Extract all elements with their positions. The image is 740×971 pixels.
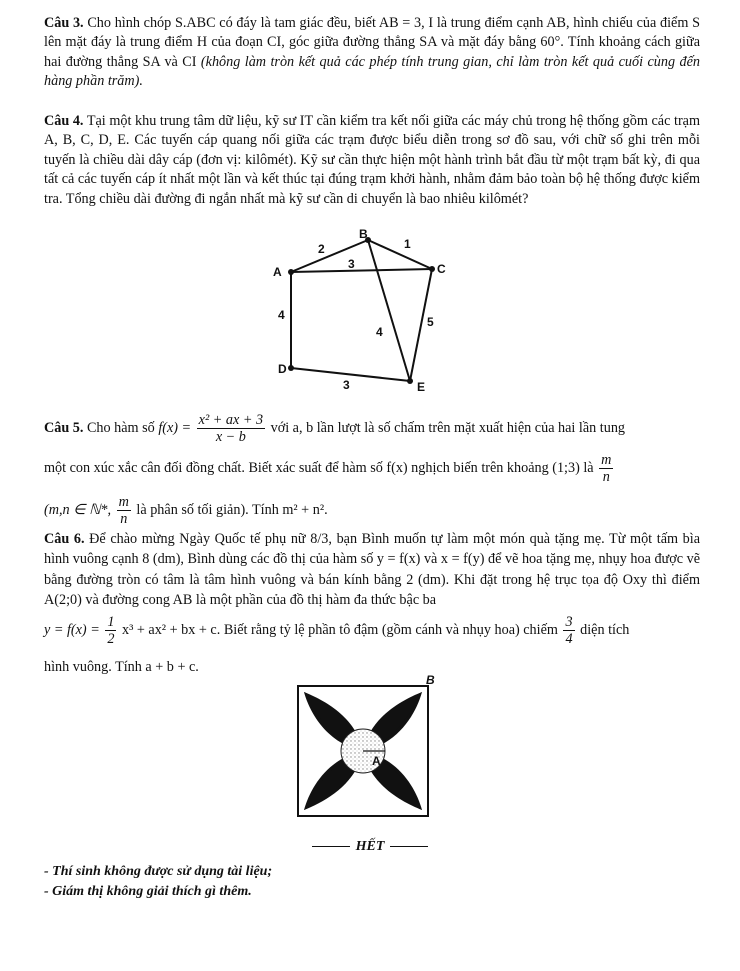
half-num: 1 — [107, 614, 115, 630]
point-b-label: B — [426, 673, 435, 687]
end-text: HẾT — [355, 839, 385, 854]
ratio-den: 4 — [565, 631, 573, 647]
equation-tail: diện tích — [580, 621, 630, 638]
node-a-label: A — [273, 265, 282, 279]
weight-b-c: 1 — [404, 237, 411, 251]
edge-b-e — [368, 240, 410, 381]
function-denominator: x − b — [215, 429, 246, 445]
question-3-label: Câu 3. — [44, 15, 84, 31]
question-5-line-2 — [44, 452, 615, 485]
edge-a-c — [291, 269, 432, 272]
question-5-line-3 — [44, 494, 328, 527]
node-a-dot — [288, 269, 294, 275]
edge-d-e — [291, 368, 410, 381]
weight-a-b: 2 — [318, 242, 325, 256]
question-5-line-1 — [44, 412, 625, 445]
half-fraction — [105, 614, 116, 647]
weight-c-e: 5 — [427, 315, 434, 329]
weight-a-d: 4 — [278, 308, 285, 322]
flower-figure — [294, 672, 439, 824]
node-d-label: D — [278, 362, 287, 376]
question-6-equation-line — [44, 614, 629, 647]
node-c-label: C — [437, 262, 446, 276]
cable-network-diagram — [270, 226, 460, 396]
question-6-last-line — [44, 659, 199, 676]
question-6-last: hình vuông. Tính a + b + c. — [44, 659, 199, 675]
function-fraction — [197, 412, 265, 445]
ratio-num: 3 — [565, 614, 573, 630]
edge-b-c — [368, 240, 432, 269]
reduced-fraction — [117, 494, 131, 527]
node-e-dot — [407, 378, 413, 384]
question-5-text-4b: là phân số tối giản). Tính m² + n². — [136, 501, 328, 518]
point-a-label: A — [372, 754, 381, 768]
node-c-dot — [429, 266, 435, 272]
ratio-fraction — [563, 614, 574, 647]
reduced-m: m — [118, 494, 129, 510]
question-6-label: Câu 6. — [44, 531, 85, 547]
equation-lhs: y = f(x) = — [44, 621, 100, 638]
weight-a-c: 3 — [348, 257, 355, 271]
probability-fraction — [599, 452, 613, 485]
end-marker — [0, 839, 740, 855]
weight-d-e: 3 — [343, 378, 350, 392]
footer-note-1: - Thí sinh không được sử dụng tài liệu; — [44, 864, 273, 879]
question-5-text-3: một con xúc xắc cân đối đồng chất. Biết xác suất để hàm số f(x) nghịch biến trên khoảng (1;3) là — [44, 459, 594, 476]
question-3-text: Cho hình chóp S.ABC có đáy là tam giác đều, biết AB = 3, I là trung điểm cạnh AB, hình chiếu của điểm S lên mặt đáy là trung điểm H của đoạn CI, góc giữa đường thẳng SA và mặt đáy bằng 60°. Tính khoảng cách giữa hai đường thẳng SA và CI — [44, 15, 700, 70]
weight-b-e: 4 — [376, 325, 383, 339]
question-3 — [44, 14, 700, 92]
node-e-label: E — [417, 380, 426, 394]
function-numerator: x² + ax + 3 — [198, 412, 264, 428]
question-5-label: Câu 5. — [44, 419, 84, 436]
question-6 — [44, 529, 700, 611]
question-6-text: Để chào mừng Ngày Quốc tế phụ nữ 8/3, bạn Bình muốn tự làm một món quà tặng mẹ. Từ một tấm bìa hình vuông cạnh 8 (dm), Bình dùng các đồ thị của hàm số y = f(x) và x = f(y) để vẽ hoa tặng mẹ, nhụy hoa được vẽ bằng đường tròn có tâm là tâm hình vuông và bán kính bằng 2 (dm). Khi đặt trong hệ trục tọa độ Oxy thì điểm A(2;0) và đường cong AB là một phần của đồ thị hàm đa thức bậc ba — [44, 531, 701, 609]
edge-a-b — [291, 240, 368, 272]
question-4-label: Câu 4. — [44, 113, 84, 129]
question-5-text-2: với a, b lần lượt là số chấm trên mặt xuất hiện của hai lần tung — [270, 419, 626, 436]
node-d-dot — [288, 365, 294, 371]
question-4-text: Tại một khu trung tâm dữ liệu, kỹ sư IT cần kiểm tra kết nối giữa các máy chủ trong hệ thống gồm các trạm A, B, C, D, E. Các tuyến cáp quang nối giữa các trạm được biểu diễn trong sơ đồ sau, với chữ số ghi trên mỗi tuyến là chiều dài dây cáp (đơn vị: kilômét). Kỹ sư cần thực hiện một hành trình bắt đầu từ một trạm bất kỳ, đi qua tất cả các tuyến cáp ít nhất một lần và kết thúc tại đúng trạm khởi hành, nhằm đảm bảo toàn bộ hệ thống được kiểm tra. Tổng chiều dài đường đi ngắn nhất mà kỹ sư cần di chuyển là bao nhiêu kilômét? — [44, 113, 701, 207]
node-b-label: B — [359, 227, 368, 241]
question-5-text-1: Cho hàm số — [86, 419, 155, 436]
probability-m: m — [601, 452, 612, 468]
question-4 — [44, 112, 700, 209]
equation-rest: x³ + ax² + bx + c. Biết rằng tỷ lệ phần tô đậm (gồm cánh và nhụy hoa) chiếm — [121, 621, 558, 638]
footer-note-2: - Giám thị không giải thích gì thêm. — [44, 884, 252, 899]
reduced-n: n — [120, 511, 128, 527]
probability-n: n — [602, 469, 610, 485]
half-den: 2 — [107, 631, 115, 647]
function-name: f(x) = — [158, 419, 192, 436]
question-3-note: (không làm tròn kết quả các phép tính trung gian, chỉ làm tròn kết quả cuối cùng đến hàng phần trăm). — [44, 53, 700, 90]
question-5-text-4a: (m,n ∈ ℕ*, — [44, 501, 112, 518]
